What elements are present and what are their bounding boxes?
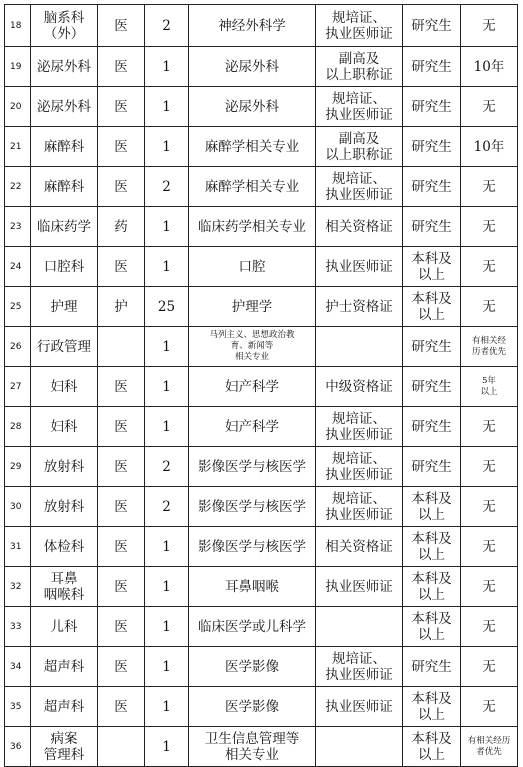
table-row (5, 87, 518, 127)
cell-category: 医 (98, 87, 145, 127)
cell-certificate (316, 327, 403, 367)
cell-department: 儿科 (31, 607, 98, 647)
cell-education: 本科及 以上 (403, 247, 461, 287)
table-body (5, 5, 518, 767)
cell-certificate: 规培证、 执业医师证 (316, 167, 403, 207)
cell-education: 本科及 以上 (403, 287, 461, 327)
cell-certificate: 执业医师证 (316, 567, 403, 607)
cell-education: 本科及 以上 (403, 687, 461, 727)
cell-certificate: 执业医师证 (316, 247, 403, 287)
cell-education: 研究生 (403, 647, 461, 687)
cell-category: 医 (98, 127, 145, 167)
table-row (5, 647, 518, 687)
cell-major: 泌尿外科 (189, 87, 316, 127)
cell-number: 20 (5, 87, 31, 127)
cell-number: 29 (5, 447, 31, 487)
table-row (5, 607, 518, 647)
cell-education: 研究生 (403, 47, 461, 87)
cell-number: 19 (5, 47, 31, 87)
cell-certificate: 相关资格证 (316, 527, 403, 567)
cell-headcount: 1 (145, 407, 189, 447)
cell-major: 临床药学相关专业 (189, 207, 316, 247)
table-row (5, 287, 518, 327)
cell-education: 研究生 (403, 407, 461, 447)
cell-headcount: 1 (145, 247, 189, 287)
cell-certificate (316, 727, 403, 767)
cell-certificate: 规培证、 执业医师证 (316, 647, 403, 687)
cell-education: 本科及 以上 (403, 567, 461, 607)
table-row (5, 367, 518, 407)
cell-headcount: 1 (145, 87, 189, 127)
cell-experience: 无 (461, 167, 518, 207)
cell-experience: 无 (461, 567, 518, 607)
cell-category: 医 (98, 527, 145, 567)
cell-certificate: 护士资格证 (316, 287, 403, 327)
cell-headcount: 1 (145, 687, 189, 727)
cell-department: 超声科 (31, 647, 98, 687)
cell-experience: 无 (461, 407, 518, 447)
cell-education: 本科及 以上 (403, 607, 461, 647)
cell-experience: 有相关经 历者优先 (461, 327, 518, 367)
cell-experience: 无 (461, 607, 518, 647)
cell-category (98, 327, 145, 367)
cell-category: 医 (98, 607, 145, 647)
cell-certificate: 规培证、 执业医师证 (316, 87, 403, 127)
cell-number: 30 (5, 487, 31, 527)
table-row (5, 327, 518, 367)
cell-headcount: 1 (145, 207, 189, 247)
cell-number: 32 (5, 567, 31, 607)
cell-certificate: 规培证、 执业医师证 (316, 447, 403, 487)
cell-experience: 无 (461, 487, 518, 527)
cell-certificate: 执业医师证 (316, 687, 403, 727)
cell-category: 医 (98, 247, 145, 287)
cell-experience: 10年 (461, 47, 518, 87)
cell-certificate: 相关资格证 (316, 207, 403, 247)
cell-headcount: 2 (145, 167, 189, 207)
cell-major: 护理学 (189, 287, 316, 327)
table-row (5, 687, 518, 727)
cell-major: 影像医学与核医学 (189, 447, 316, 487)
cell-certificate: 副高及 以上职称证 (316, 127, 403, 167)
cell-major: 神经外科学 (189, 5, 316, 47)
cell-number: 21 (5, 127, 31, 167)
cell-major: 马列主义、思想政治教 育、新闻等 相关专业 (189, 327, 316, 367)
table-row (5, 567, 518, 607)
cell-experience: 无 (461, 447, 518, 487)
cell-department: 体检科 (31, 527, 98, 567)
cell-experience: 无 (461, 647, 518, 687)
cell-education: 本科及 以上 (403, 727, 461, 767)
cell-headcount: 1 (145, 47, 189, 87)
table-row (5, 207, 518, 247)
cell-number: 26 (5, 327, 31, 367)
cell-department: 麻醉科 (31, 167, 98, 207)
cell-department: 行政管理 (31, 327, 98, 367)
cell-education: 研究生 (403, 167, 461, 207)
table-row (5, 447, 518, 487)
cell-number: 24 (5, 247, 31, 287)
cell-certificate: 规培证、 执业医师证 (316, 487, 403, 527)
cell-education: 研究生 (403, 367, 461, 407)
cell-department: 临床药学 (31, 207, 98, 247)
cell-major: 麻醉学相关专业 (189, 167, 316, 207)
table-row (5, 167, 518, 207)
cell-headcount: 1 (145, 567, 189, 607)
cell-experience: 无 (461, 247, 518, 287)
cell-category: 医 (98, 167, 145, 207)
cell-number: 27 (5, 367, 31, 407)
cell-headcount: 2 (145, 5, 189, 47)
cell-certificate: 规培证、 执业医师证 (316, 5, 403, 47)
cell-experience: 无 (461, 287, 518, 327)
cell-major: 卫生信息管理等 相关专业 (189, 727, 316, 767)
cell-major: 临床医学或儿科学 (189, 607, 316, 647)
cell-department: 护理 (31, 287, 98, 327)
cell-category: 医 (98, 47, 145, 87)
cell-number: 34 (5, 647, 31, 687)
cell-experience: 10年 (461, 127, 518, 167)
cell-number: 22 (5, 167, 31, 207)
table-row (5, 727, 518, 767)
cell-number: 36 (5, 727, 31, 767)
cell-major: 口腔 (189, 247, 316, 287)
cell-education: 本科及 以上 (403, 487, 461, 527)
cell-department: 妇科 (31, 407, 98, 447)
cell-major: 麻醉学相关专业 (189, 127, 316, 167)
cell-category: 医 (98, 447, 145, 487)
cell-experience: 无 (461, 87, 518, 127)
table-row (5, 527, 518, 567)
cell-education: 研究生 (403, 5, 461, 47)
cell-certificate: 规培证、 执业医师证 (316, 407, 403, 447)
cell-number: 25 (5, 287, 31, 327)
cell-department: 麻醉科 (31, 127, 98, 167)
cell-major: 妇产科学 (189, 407, 316, 447)
cell-category: 医 (98, 647, 145, 687)
cell-category: 医 (98, 487, 145, 527)
cell-department: 妇科 (31, 367, 98, 407)
cell-experience: 无 (461, 687, 518, 727)
cell-headcount: 2 (145, 447, 189, 487)
cell-major: 影像医学与核医学 (189, 527, 316, 567)
cell-headcount: 25 (145, 287, 189, 327)
cell-department: 泌尿外科 (31, 47, 98, 87)
cell-education: 研究生 (403, 447, 461, 487)
cell-headcount: 1 (145, 527, 189, 567)
cell-headcount: 1 (145, 647, 189, 687)
cell-category: 医 (98, 407, 145, 447)
cell-category: 医 (98, 687, 145, 727)
cell-number: 33 (5, 607, 31, 647)
cell-category (98, 727, 145, 767)
cell-number: 31 (5, 527, 31, 567)
table-row (5, 47, 518, 87)
table-row (5, 127, 518, 167)
cell-category: 医 (98, 367, 145, 407)
cell-headcount: 2 (145, 487, 189, 527)
cell-category: 护 (98, 287, 145, 327)
cell-category: 医 (98, 5, 145, 47)
cell-department: 病案 管理科 (31, 727, 98, 767)
cell-experience: 无 (461, 207, 518, 247)
recruitment-table (4, 4, 518, 767)
cell-education: 研究生 (403, 127, 461, 167)
table-row (5, 487, 518, 527)
cell-headcount: 1 (145, 327, 189, 367)
cell-department: 口腔科 (31, 247, 98, 287)
cell-number: 23 (5, 207, 31, 247)
cell-education: 研究生 (403, 207, 461, 247)
cell-headcount: 1 (145, 607, 189, 647)
cell-department: 超声科 (31, 687, 98, 727)
cell-number: 18 (5, 5, 31, 47)
cell-department: 脑系科 （外） (31, 5, 98, 47)
cell-major: 医学影像 (189, 687, 316, 727)
cell-department: 放射科 (31, 447, 98, 487)
cell-department: 泌尿外科 (31, 87, 98, 127)
cell-major: 耳鼻咽喉 (189, 567, 316, 607)
cell-experience: 无 (461, 527, 518, 567)
cell-number: 35 (5, 687, 31, 727)
table-row (5, 407, 518, 447)
cell-certificate (316, 607, 403, 647)
cell-education: 研究生 (403, 327, 461, 367)
cell-department: 放射科 (31, 487, 98, 527)
cell-experience: 无 (461, 5, 518, 47)
cell-major: 泌尿外科 (189, 47, 316, 87)
table-row (5, 5, 518, 47)
cell-category: 医 (98, 567, 145, 607)
cell-experience: 有相关经历 者优先 (461, 727, 518, 767)
cell-education: 本科及 以上 (403, 527, 461, 567)
cell-headcount: 1 (145, 367, 189, 407)
cell-certificate: 副高及 以上职称证 (316, 47, 403, 87)
cell-certificate: 中级资格证 (316, 367, 403, 407)
cell-experience: 5年 以上 (461, 367, 518, 407)
cell-headcount: 1 (145, 727, 189, 767)
cell-category: 药 (98, 207, 145, 247)
cell-department: 耳鼻 咽喉科 (31, 567, 98, 607)
table-row (5, 247, 518, 287)
cell-education: 研究生 (403, 87, 461, 127)
cell-number: 28 (5, 407, 31, 447)
cell-major: 医学影像 (189, 647, 316, 687)
cell-major: 妇产科学 (189, 367, 316, 407)
cell-headcount: 1 (145, 127, 189, 167)
cell-major: 影像医学与核医学 (189, 487, 316, 527)
